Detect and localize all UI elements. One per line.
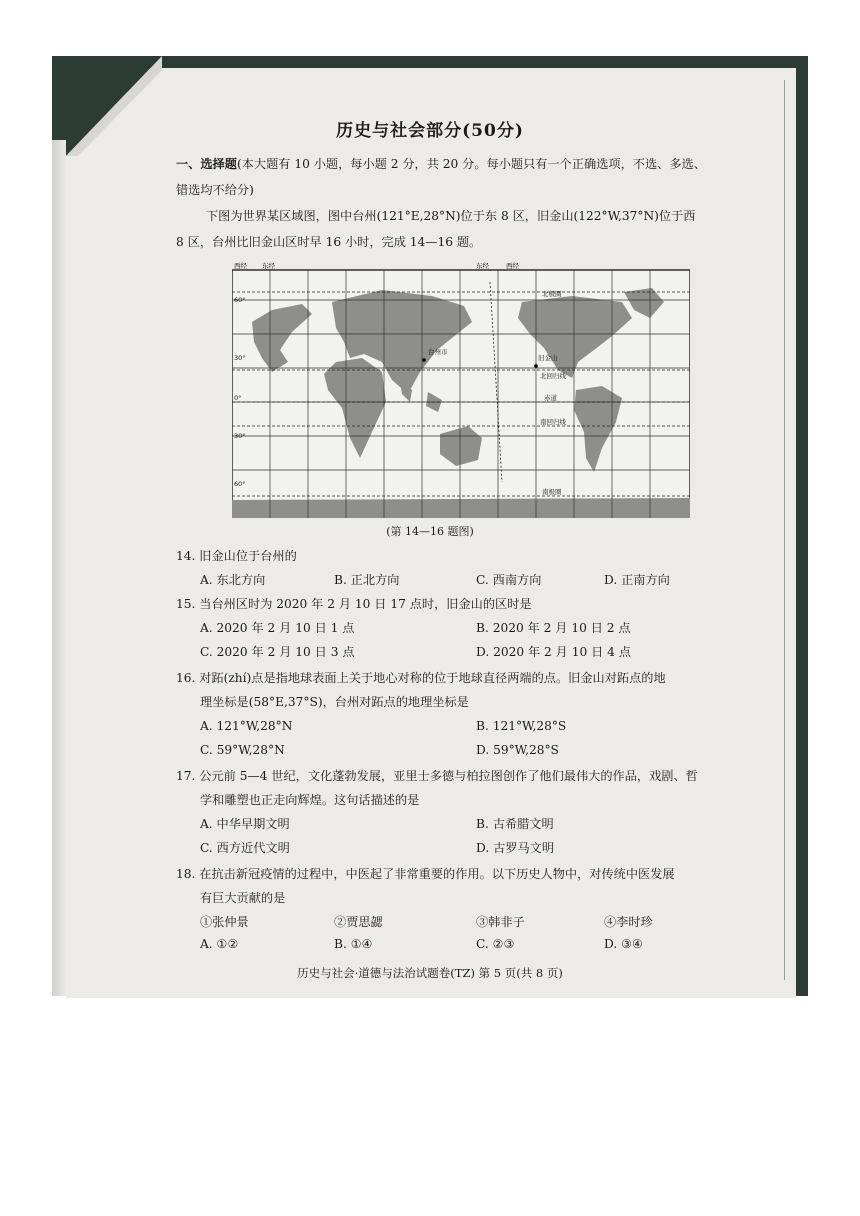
question-18-item-2: ②贾思勰 (334, 915, 383, 929)
line-label: 北回归线 (540, 372, 566, 380)
question-15-option-b: B. 2020 年 2 月 10 日 2 点 (476, 621, 631, 635)
question-18-item-1: ①张仲景 (200, 915, 249, 929)
taizhou-marker (422, 358, 426, 362)
lat-label: 30° (234, 354, 246, 362)
question-17-stem-1: 17. 公元前 5—4 世纪，文化蓬勃发展，亚里士多德与柏拉图创作了他们最伟大的作品，戏剧、哲 (176, 769, 698, 783)
intro-line-1: 下图为世界某区域图，图中台州(121°E,28°N)位于东 8 区，旧金山(122°W,37°N)位于西 (206, 209, 696, 223)
question-16-option-c: C. 59°W,28°N (200, 743, 285, 757)
map-top-label: 东经 (262, 262, 275, 270)
question-18-stem-2: 有巨大贡献的是 (200, 891, 286, 905)
question-16-option-b: B. 121°W,28°S (476, 719, 567, 733)
map-top-label: 东经 (476, 262, 489, 270)
question-18-option-a: A. ①② (200, 937, 239, 951)
question-18-item-4: ④李时珍 (604, 915, 653, 929)
figure-caption: (第 14—16 题图) (386, 525, 474, 538)
place-label-taizhou: 台州市 (428, 348, 448, 356)
question-17-option-d: D. 古罗马文明 (476, 841, 555, 855)
question-16-stem-1: 16. 对跖(zhí)点是指地球表面上关于地心对称的位于地球直径两端的点。旧金山对跖点的地 (176, 671, 666, 685)
antarctica (232, 498, 690, 518)
question-18-stem-1: 18. 在抗击新冠疫情的过程中，中医起了非常重要的作用。以下历史人物中，对传统中医发展 (176, 867, 675, 881)
line-label: 南回归线 (540, 418, 566, 426)
question-18-option-d: D. ③④ (604, 937, 643, 951)
question-14-option-b: B. 正北方向 (334, 573, 400, 587)
page-spine-shadow (52, 140, 66, 996)
line-label: 赤道 (544, 394, 557, 402)
map-top-label: 西经 (506, 262, 519, 270)
question-16-option-a: A. 121°W,28°N (200, 719, 293, 733)
question-14-stem: 14. 旧金山位于台州的 (176, 549, 297, 563)
page-footer: 历史与社会·道德与法治试题卷(TZ) 第 5 页(共 8 页) (297, 966, 563, 980)
question-15-option-a: A. 2020 年 2 月 10 日 1 点 (200, 621, 355, 635)
question-14-option-c: C. 西南方向 (476, 573, 542, 587)
intro-line-2: 8 区，台州比旧金山区时早 16 小时，完成 14—16 题。 (176, 235, 482, 249)
question-17-stem-2: 学和雕塑也正走向辉煌。这句话描述的是 (200, 793, 420, 807)
folded-corner (52, 56, 162, 156)
question-15-option-c: C. 2020 年 2 月 10 日 3 点 (200, 645, 355, 659)
section-instruction-2: 错选均不给分) (176, 183, 254, 197)
lat-label: 30° (234, 432, 246, 440)
lat-label: 60° (234, 480, 246, 488)
lat-label: 0° (234, 394, 242, 402)
question-16-stem-2: 理坐标是(58°E,37°S)，台州对跖点的地理坐标是 (200, 695, 469, 709)
question-14-option-a: A. 东北方向 (200, 573, 266, 587)
line-label: 北极圈 (542, 290, 562, 298)
map-top-label: 西经 (234, 262, 247, 270)
question-17-option-b: B. 古希腊文明 (476, 817, 554, 831)
question-18-option-b: B. ①④ (334, 937, 373, 951)
section-title: 历史与社会部分(50分) (336, 121, 524, 141)
question-14-option-d: D. 正南方向 (604, 573, 670, 587)
section-heading: 一、选择题 (176, 157, 237, 171)
question-17-option-c: C. 西方近代文明 (200, 841, 290, 855)
lat-label: 60° (234, 296, 246, 304)
question-18-option-c: C. ②③ (476, 937, 515, 951)
sanfrancisco-marker (534, 364, 538, 368)
section-instruction: (本大题有 10 小题，每小题 2 分，共 20 分。每小题只有一个正确选项，不选、多选、 (236, 157, 706, 171)
question-17-option-a: A. 中华早期文明 (200, 817, 290, 831)
world-map-figure (232, 262, 690, 518)
question-18-item-3: ③韩非子 (476, 915, 525, 929)
question-15-option-d: D. 2020 年 2 月 10 日 4 点 (476, 645, 631, 659)
question-15-stem: 15. 当台州区时为 2020 年 2 月 10 日 17 点时，旧金山的区时是 (176, 597, 532, 611)
place-label-sanfrancisco: 旧金山 (538, 354, 558, 362)
question-16-option-d: D. 59°W,28°S (476, 743, 559, 757)
line-label: 南极圈 (542, 488, 562, 496)
section-intro-line-1 (176, 156, 706, 172)
